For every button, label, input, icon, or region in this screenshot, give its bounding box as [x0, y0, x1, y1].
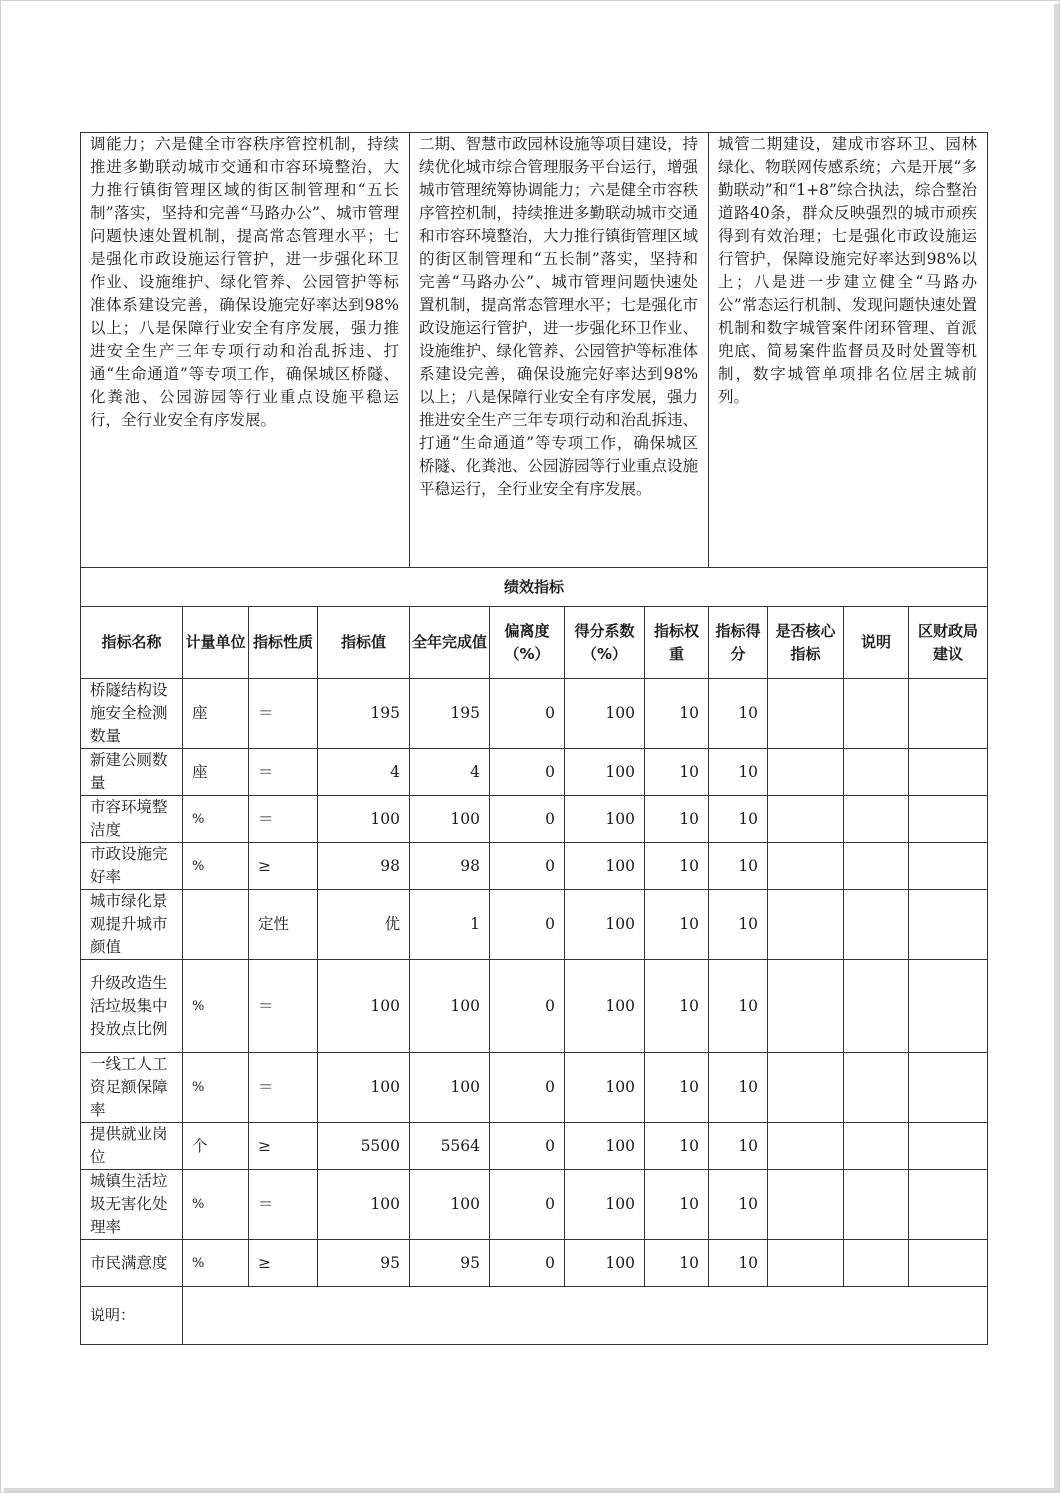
score-cell: 10 — [709, 843, 768, 890]
target-value-cell: 4 — [318, 749, 410, 796]
indicator-name-cell: 城镇生活垃圾无害化处理率 — [81, 1170, 183, 1240]
nature-cell: ≥ — [249, 843, 318, 890]
note-cell — [844, 1170, 909, 1240]
header-cell: 指标性质 — [249, 607, 318, 679]
deviation-cell: 0 — [490, 890, 565, 960]
actual-value-cell: 98 — [410, 843, 490, 890]
deviation-cell: 0 — [490, 1123, 565, 1170]
indicator-name-cell: 市政设施完好率 — [81, 843, 183, 890]
indicator-name-cell: 市容环境整洁度 — [81, 796, 183, 843]
header-cell: 指标名称 — [81, 607, 183, 679]
unit-cell: 个 — [183, 1123, 249, 1170]
indicator-name-cell: 提供就业岗位 — [81, 1123, 183, 1170]
score-coefficient-cell: 100 — [565, 749, 645, 796]
note-cell — [844, 796, 909, 843]
target-value-cell: 100 — [318, 1053, 410, 1123]
weight-cell: 10 — [645, 796, 709, 843]
header-cell: 指标值 — [318, 607, 410, 679]
score-cell: 10 — [709, 1053, 768, 1123]
score-cell: 10 — [709, 1170, 768, 1240]
prose-cell-3: 城管二期建设，建成市容环卫、园林绿化、物联网传感系统；六是开展“多勤联动”和“1+8”综合执法，综合整治道路40条，群众反映强烈的城市顽疾得到有效治理；七是强化市政设施运行管护，保障设施完好率达到98%以上；八是进一步建立健全“马路办公”常态运行机制、发现问题快速处置机制和数字城管案件闭环管理、首派兜底、简易案件监督员及时处置等机制，数字城管单项排名位居主城前列。 — [709, 133, 988, 568]
deviation-cell: 0 — [490, 796, 565, 843]
indicator-name-cell: 市民满意度 — [81, 1240, 183, 1287]
table-row — [81, 679, 988, 749]
core-indicator-cell — [768, 796, 844, 843]
nature-cell: ＝ — [249, 1053, 318, 1123]
unit-cell: % — [183, 1240, 249, 1287]
header-cell: 指标得分 — [709, 607, 768, 679]
table-row — [81, 1123, 988, 1170]
unit-cell: 座 — [183, 679, 249, 749]
indicator-name-cell: 城市绿化景观提升城市颜值 — [81, 890, 183, 960]
data-rows — [81, 679, 988, 1287]
table-row — [81, 796, 988, 843]
score-coefficient-cell: 100 — [565, 1053, 645, 1123]
actual-value-cell: 5564 — [410, 1123, 490, 1170]
nature-cell: ＝ — [249, 960, 318, 1053]
table-row — [81, 843, 988, 890]
section-title-row — [81, 568, 988, 607]
core-indicator-cell — [768, 890, 844, 960]
header-cell: 是否核心指标 — [768, 607, 844, 679]
finance-advice-cell — [909, 843, 988, 890]
prose-cell-1: 调能力；六是健全市容秩序管控机制，持续推进多勤联动城市交通和市容环境整治，大力推行镇街管理区域的街区制管理和“五长制”落实，坚持和完善“马路办公”、城市管理问题快速处置机制，提高常态管理水平；七是强化市政设施运行管护，进一步强化环卫作业、设施维护、绿化管养、公园管护等标准体系建设完善，确保设施完好率达到98%以上；八是保障行业安全有序发展，强力推进安全生产三年专项行动和治乱拆违、打通“生命通道”等专项工作，确保城区桥隧、化粪池、公园游园等行业重点设施平稳运行，全行业安全有序发展。 — [81, 133, 410, 568]
actual-value-cell: 100 — [410, 1053, 490, 1123]
unit-cell: % — [183, 843, 249, 890]
weight-cell: 10 — [645, 890, 709, 960]
indicator-name-cell: 升级改造生活垃圾集中投放点比例 — [81, 960, 183, 1053]
note-cell — [844, 1123, 909, 1170]
score-cell: 10 — [709, 960, 768, 1053]
deviation-cell: 0 — [490, 960, 565, 1053]
nature-cell: ＝ — [249, 796, 318, 843]
deviation-cell: 0 — [490, 1053, 565, 1123]
target-value-cell: 98 — [318, 843, 410, 890]
table-row — [81, 1053, 988, 1123]
score-coefficient-cell: 100 — [565, 1240, 645, 1287]
table-row — [81, 890, 988, 960]
finance-advice-cell — [909, 679, 988, 749]
weight-cell: 10 — [645, 960, 709, 1053]
score-coefficient-cell: 100 — [565, 1123, 645, 1170]
weight-cell: 10 — [645, 1053, 709, 1123]
score-cell: 10 — [709, 679, 768, 749]
score-cell: 10 — [709, 749, 768, 796]
footer-label: 说明： — [81, 1287, 183, 1345]
note-cell — [844, 679, 909, 749]
core-indicator-cell — [768, 1170, 844, 1240]
actual-value-cell: 100 — [410, 1170, 490, 1240]
prose-row — [81, 133, 988, 568]
target-value-cell: 100 — [318, 796, 410, 843]
core-indicator-cell — [768, 1053, 844, 1123]
unit-cell — [183, 890, 249, 960]
score-coefficient-cell: 100 — [565, 843, 645, 890]
note-cell — [844, 1240, 909, 1287]
actual-value-cell: 100 — [410, 960, 490, 1053]
header-cell: 全年完成值 — [410, 607, 490, 679]
performance-table — [80, 132, 988, 1345]
note-cell — [844, 1053, 909, 1123]
unit-cell: % — [183, 1053, 249, 1123]
score-cell: 10 — [709, 796, 768, 843]
target-value-cell: 100 — [318, 1170, 410, 1240]
prose-cell-2: 二期、智慧市政园林设施等项目建设，持续优化城市综合管理服务平台运行，增强城市管理统筹协调能力；六是健全市容秩序管控机制，持续推进多勤联动城市交通和市容环境整治，大力推行镇街管理区域的街区制管理和“五长制”落实，坚持和完善“马路办公”、城市管理问题快速处置机制，提高常态管理水平；七是强化市政设施运行管护，进一步强化环卫作业、设施维护、绿化管养、公园管护等标准体系建设完善，确保设施完好率达到98%以上；八是保障行业安全有序发展，强力推进安全生产三年专项行动和治乱拆违、打通“生命通道”等专项工作，确保城区桥隧、化粪池、公园游园等行业重点设施平稳运行，全行业安全有序发展。 — [410, 133, 709, 568]
header-row — [81, 607, 988, 679]
header-cell: 计量单位 — [183, 607, 249, 679]
actual-value-cell: 1 — [410, 890, 490, 960]
finance-advice-cell — [909, 1240, 988, 1287]
target-value-cell: 100 — [318, 960, 410, 1053]
weight-cell: 10 — [645, 843, 709, 890]
nature-cell: 定性 — [249, 890, 318, 960]
target-value-cell: 优 — [318, 890, 410, 960]
section-title: 绩效指标 — [81, 568, 988, 607]
finance-advice-cell — [909, 890, 988, 960]
header-cell: 指标权重 — [645, 607, 709, 679]
target-value-cell: 95 — [318, 1240, 410, 1287]
note-cell — [844, 960, 909, 1053]
actual-value-cell: 95 — [410, 1240, 490, 1287]
target-value-cell: 5500 — [318, 1123, 410, 1170]
table-row — [81, 960, 988, 1053]
score-cell: 10 — [709, 1123, 768, 1170]
table-row — [81, 1240, 988, 1287]
header-cell: 区财政局建议 — [909, 607, 988, 679]
deviation-cell: 0 — [490, 679, 565, 749]
score-coefficient-cell: 100 — [565, 679, 645, 749]
weight-cell: 10 — [645, 1240, 709, 1287]
deviation-cell: 0 — [490, 843, 565, 890]
finance-advice-cell — [909, 796, 988, 843]
unit-cell: % — [183, 960, 249, 1053]
core-indicator-cell — [768, 843, 844, 890]
nature-cell: ≥ — [249, 1123, 318, 1170]
header-cell: 偏离度（%） — [490, 607, 565, 679]
note-cell — [844, 749, 909, 796]
finance-advice-cell — [909, 1170, 988, 1240]
weight-cell: 10 — [645, 749, 709, 796]
core-indicator-cell — [768, 749, 844, 796]
score-cell: 10 — [709, 890, 768, 960]
finance-advice-cell — [909, 1053, 988, 1123]
core-indicator-cell — [768, 960, 844, 1053]
nature-cell: ＝ — [249, 1170, 318, 1240]
actual-value-cell: 195 — [410, 679, 490, 749]
header-cell: 说明 — [844, 607, 909, 679]
score-coefficient-cell: 100 — [565, 796, 645, 843]
deviation-cell: 0 — [490, 1170, 565, 1240]
weight-cell: 10 — [645, 679, 709, 749]
table-row — [81, 749, 988, 796]
footer-value — [183, 1287, 988, 1345]
unit-cell: 座 — [183, 749, 249, 796]
note-cell — [844, 890, 909, 960]
nature-cell: ≥ — [249, 1240, 318, 1287]
nature-cell: ＝ — [249, 749, 318, 796]
actual-value-cell: 100 — [410, 796, 490, 843]
header-cell: 得分系数（%） — [565, 607, 645, 679]
indicator-name-cell: 新建公厕数量 — [81, 749, 183, 796]
deviation-cell: 0 — [490, 749, 565, 796]
core-indicator-cell — [768, 679, 844, 749]
core-indicator-cell — [768, 1240, 844, 1287]
score-coefficient-cell: 100 — [565, 960, 645, 1053]
score-cell: 10 — [709, 1240, 768, 1287]
unit-cell: % — [183, 1170, 249, 1240]
nature-cell: ＝ — [249, 679, 318, 749]
finance-advice-cell — [909, 749, 988, 796]
footer-row — [81, 1287, 988, 1345]
deviation-cell: 0 — [490, 1240, 565, 1287]
finance-advice-cell — [909, 1123, 988, 1170]
actual-value-cell: 4 — [410, 749, 490, 796]
finance-advice-cell — [909, 960, 988, 1053]
core-indicator-cell — [768, 1123, 844, 1170]
indicator-name-cell: 一线工人工资足额保障率 — [81, 1053, 183, 1123]
note-cell — [844, 843, 909, 890]
target-value-cell: 195 — [318, 679, 410, 749]
weight-cell: 10 — [645, 1170, 709, 1240]
score-coefficient-cell: 100 — [565, 1170, 645, 1240]
weight-cell: 10 — [645, 1123, 709, 1170]
unit-cell: % — [183, 796, 249, 843]
score-coefficient-cell: 100 — [565, 890, 645, 960]
table-row — [81, 1170, 988, 1240]
indicator-name-cell: 桥隧结构设施安全检测数量 — [81, 679, 183, 749]
